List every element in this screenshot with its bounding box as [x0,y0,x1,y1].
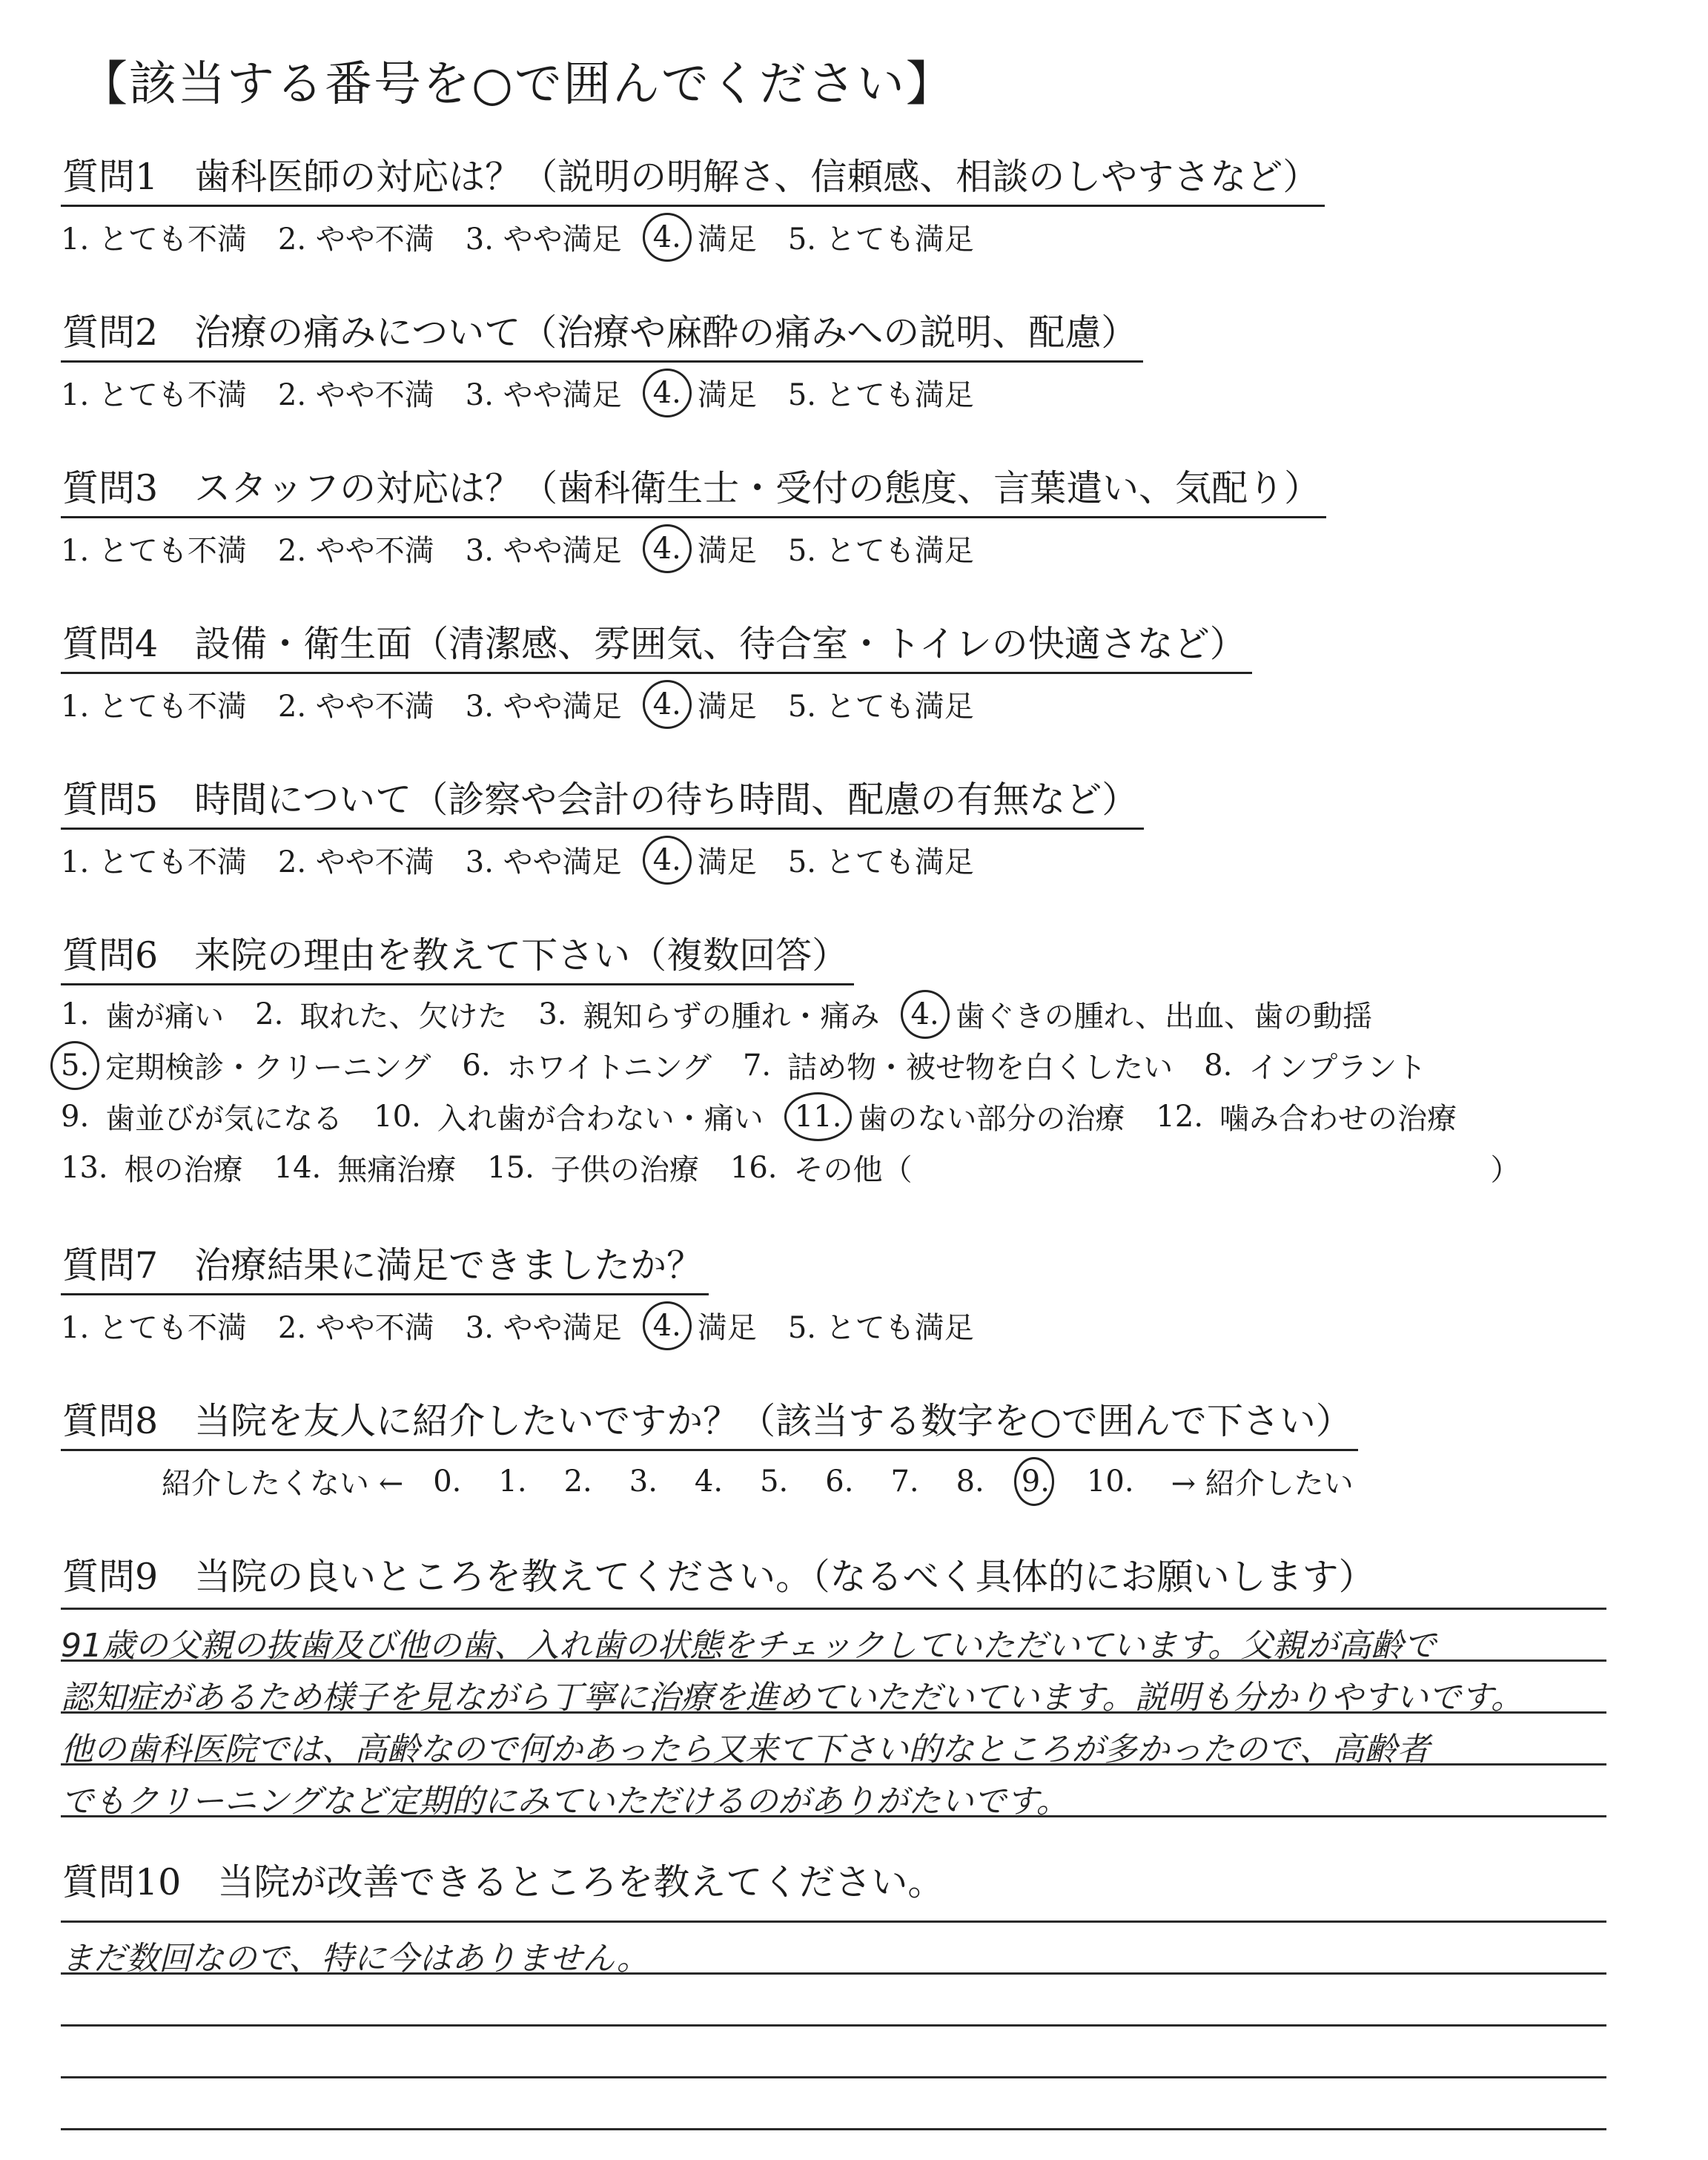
handwritten-answer-line[interactable]: でもクリーニングなど定期的にみていただけるのがありがたいです。 [61,1783,1069,1820]
scale-value[interactable]: 6. [825,1464,854,1499]
reason-option[interactable] [61,1095,342,1137]
circled-number: 4. [652,219,681,254]
answer-line [61,1815,1606,1817]
option-number: 7. [742,1048,772,1083]
question-heading: 質問9 当院の良いところを教えてください。（なるべく具体的にお願いします） [62,1556,1375,1598]
option-4[interactable] [653,371,757,414]
scale-value[interactable]: 4. [694,1464,724,1499]
rating-options [61,839,1144,881]
option-number: 3. [538,997,567,1031]
scale-value[interactable]: 2. [563,1464,592,1499]
question-5 [61,771,1144,881]
option-label: 満足 [697,222,757,257]
answer-line [61,2076,1606,2078]
option-1[interactable]: 1. とても不満 [61,534,247,568]
reason-row-3 [61,1095,1520,1137]
option-3[interactable]: 3. やや満足 [465,534,622,568]
option-1[interactable]: 1. とても不満 [61,690,247,724]
reason-option[interactable] [487,1146,699,1189]
option-label: 噛み合わせの治療 [1219,1102,1457,1136]
option-1[interactable]: 1. とても不満 [61,1311,247,1345]
reason-row-2 [61,1044,1520,1086]
rating-options [61,1304,1005,1347]
reason-option-other[interactable] [730,1146,1520,1189]
circled-number: 4. [652,1308,681,1343]
option-5[interactable]: 5. とても満足 [787,222,974,257]
option-2[interactable]: 2. やや不満 [277,534,434,568]
option-3[interactable]: 3. やや満足 [465,1311,622,1345]
reason-option[interactable] [374,1095,764,1137]
answer-line [61,1972,1606,1975]
option-label: 歯のない部分の治療 [858,1102,1125,1136]
question-heading: 質問10 当院が改善できるところを教えてください。 [62,1861,944,1903]
option-label: 入れ歯が合わない・痛い [437,1102,764,1136]
circled-number: 5. [61,1048,90,1083]
answer-line [61,1608,1606,1610]
question-6 [61,927,1520,1198]
question-3 [61,460,1326,569]
question-1 [61,148,1325,258]
circled-number: 11. [794,1099,842,1134]
answer-line [61,1659,1606,1662]
option-4[interactable] [653,839,757,881]
option-4[interactable] [653,216,757,258]
option-label: 取れた、欠けた [299,1000,508,1034]
scale-value[interactable]: 7. [890,1464,919,1499]
handwritten-answer-line[interactable]: 91歳の父親の抜歯及び他の歯、入れ歯の状態をチェックしていただいています。父親が高齢で [61,1627,1437,1665]
reason-option[interactable] [274,1146,457,1189]
reason-option[interactable] [255,993,507,1035]
option-label: 満足 [697,690,757,724]
recommend-scale [61,1460,1383,1502]
reason-option[interactable] [61,993,224,1035]
option-1[interactable]: 1. とても不満 [61,222,247,257]
option-label: 満足 [697,845,757,879]
reason-option[interactable] [743,1044,1173,1086]
option-label: 満足 [697,1311,757,1345]
reason-option[interactable] [1204,1044,1426,1086]
option-2[interactable]: 2. やや不満 [277,690,434,724]
circled-number: 4. [652,687,681,721]
circled-number: 4. [652,842,681,877]
option-4[interactable] [653,1304,757,1347]
reason-row-1 [61,993,1520,1035]
option-1[interactable]: 1. とても不満 [61,378,247,412]
reason-option[interactable] [61,1044,431,1086]
scale-value[interactable]: 8. [956,1464,984,1499]
reason-option[interactable] [61,1146,243,1189]
circled-number: 4. [652,531,681,566]
option-4[interactable] [653,683,757,725]
reason-row-4 [61,1146,1520,1189]
option-number: 15. [487,1150,534,1185]
scale-value[interactable]: 10. [1086,1464,1134,1499]
circled-number: 4. [652,375,681,410]
question-heading: 質問4 設備・衛生面（清潔感、雰囲気、待合室・トイレの快適さなど） [61,615,1252,674]
reason-option[interactable] [1156,1095,1457,1137]
rating-options [61,683,1252,725]
question-9 [61,1548,1381,1605]
scale-left-label: 紹介したくない ← [162,1467,404,1501]
reason-option[interactable] [795,1095,1125,1137]
option-5[interactable]: 5. とても満足 [787,1311,974,1345]
handwritten-answer-line[interactable]: 他の歯科医院では、高齢なので何かあったら又来て下さい的なところが多かったので、高齢者 [61,1731,1430,1768]
question-heading: 質問3 スタッフの対応は？（歯科衛生士・受付の態度、言葉遣い、気配り） [61,460,1326,518]
option-1[interactable]: 1. とても不満 [61,845,247,879]
answer-line [61,1711,1606,1714]
option-3[interactable]: 3. やや満足 [465,222,622,257]
option-number: 12. [1156,1099,1204,1134]
option-2[interactable]: 2. やや不満 [277,1311,434,1345]
option-2[interactable]: 2. やや不満 [277,378,434,412]
option-3[interactable]: 3. やや満足 [465,690,622,724]
option-label: その他（ [793,1153,913,1187]
reason-option[interactable] [462,1044,712,1086]
option-2[interactable]: 2. やや不満 [277,845,434,879]
question-8 [61,1393,1383,1502]
option-5[interactable]: 5. とても満足 [787,845,974,879]
option-label: 満足 [697,534,757,568]
scale-value-circled[interactable]: 9. [1021,1464,1050,1499]
question-heading: 質問6 来院の理由を教えて下さい（複数回答） [61,927,854,985]
scale-value[interactable]: 5. [760,1464,789,1499]
option-4[interactable] [653,527,757,569]
scale-value[interactable]: 1. [498,1464,527,1499]
option-label: 根の治療 [124,1153,243,1187]
question-7 [61,1237,1005,1347]
option-label: 歯が痛い [105,1000,225,1034]
circled-number: 4. [910,997,939,1031]
option-label: 定期検診・クリーニング [105,1051,431,1085]
option-number: 9. [61,1099,90,1134]
option-3[interactable]: 3. やや満足 [465,845,622,879]
option-number: 1. [61,997,90,1031]
option-number: 14. [274,1150,322,1185]
answer-line [61,1763,1606,1766]
question-2 [61,304,1143,414]
option-5[interactable]: 5. とても満足 [787,534,974,568]
option-number: 2. [255,997,284,1031]
scale-right-label: → 紹介したい [1171,1467,1354,1501]
question-heading: 質問7 治療結果に満足できましたか？ [61,1237,709,1295]
option-number: 13. [61,1150,108,1185]
option-3[interactable]: 3. やや満足 [465,378,622,412]
question-heading: 質問2 治療の痛みについて（治療や麻酔の痛みへの説明、配慮） [61,304,1143,363]
option-label: 無痛治療 [337,1153,457,1187]
other-close-paren: ） [1490,1153,1520,1187]
option-label: 満足 [697,378,757,412]
page-title: 【該当する番号を○で囲んでください】 [80,57,955,112]
option-number: 10. [374,1099,421,1134]
option-label: 子供の治療 [550,1153,699,1187]
question-4 [61,615,1252,725]
option-label: 歯ぐきの腫れ、出血、歯の動揺 [955,1000,1373,1034]
option-number: 6. [462,1048,491,1083]
option-label: 詰め物・被せ物を白くしたい [787,1051,1174,1085]
scale-value[interactable]: 3. [629,1464,658,1499]
answer-line [61,2128,1606,2130]
reason-option[interactable] [538,993,879,1035]
answer-line [61,2024,1606,2027]
option-label: 歯並びが気になる [105,1102,343,1136]
option-label: 親知らずの腫れ・痛み [583,1000,880,1034]
reason-option[interactable] [911,993,1373,1035]
rating-options [61,216,1325,258]
question-heading: 質問1 歯科医師の対応は？（説明の明解さ、信頼感、相談のしやすさなど） [61,148,1325,207]
option-5[interactable]: 5. とても満足 [787,690,974,724]
handwritten-answer-line[interactable]: 認知症があるため様子を見ながら丁寧に治療を進めていただいています。説明も分かりやすいです。 [61,1679,1523,1717]
option-label: ホワイトニング [506,1051,712,1085]
rating-options [61,371,1143,414]
rating-options [61,527,1326,569]
question-10 [61,1854,950,1910]
option-2[interactable]: 2. やや不満 [277,222,434,257]
question-heading: 質問5 時間について（診察や会計の待ち時間、配慮の有無など） [61,771,1144,830]
option-number: 16. [729,1150,778,1185]
option-number: 8. [1204,1048,1233,1083]
option-label: インプラント [1248,1051,1427,1085]
scale-value[interactable]: 0. [433,1464,462,1499]
question-heading: 質問8 当院を友人に紹介したいですか？（該当する数字を○で囲んで下さい） [61,1393,1358,1451]
handwritten-answer-line[interactable]: まだ数回なので、特に今はありません。 [61,1940,649,1978]
answer-line [61,1920,1606,1923]
option-5[interactable]: 5. とても満足 [787,378,974,412]
